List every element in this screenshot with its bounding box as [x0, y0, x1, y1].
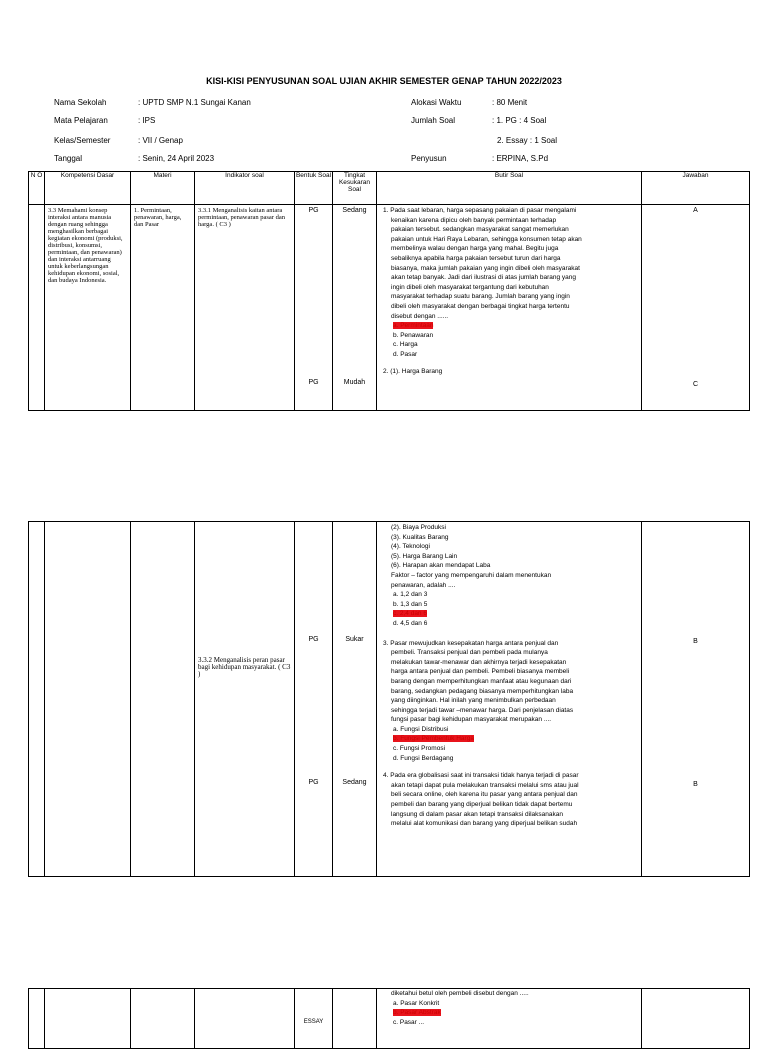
q3-line: Pasar mewujudkan kesepakatan harga antara penjual dan: [390, 639, 559, 647]
header-materi: Materi: [131, 172, 195, 205]
q2-list-item: (6). Harapan akan mendapat Laba: [391, 562, 491, 570]
q1-line: biasanya, maka jumlah pakaian yang ingin dibeli oleh masyarakat: [391, 264, 580, 272]
q4-option-c: c. Pasar ...: [393, 1018, 425, 1026]
q1-option-d: d. Pasar: [393, 350, 418, 358]
q2-option-b: b. 1,3 dan 5: [393, 600, 428, 608]
correct-answer-highlight: a. Permintaan: [393, 322, 434, 330]
q3-option-b: [383, 734, 637, 744]
q3-line: pembeli. Transaksi penjual dan pembeli pada mulanya: [391, 649, 548, 657]
bentuk-cell: [295, 989, 333, 1049]
materi-cell: [131, 522, 195, 877]
indikator-cell: [195, 205, 295, 411]
q1-line: Pada saat lebaran, harga sepasang pakaian di pasar mengalami: [390, 207, 577, 214]
butir-cell: [377, 522, 642, 877]
bentuk-cell: [295, 205, 333, 411]
q2-option-d: d. 4,5 dan 6: [393, 619, 428, 627]
q3-line: melakukan tawar-menawar dan akhirnya terjadi kesepakatan: [391, 658, 567, 666]
q3-option-a: a. Fungsi Distribusi: [393, 725, 449, 733]
indikator-cell: [195, 989, 295, 1049]
materi-cell: [131, 989, 195, 1049]
kd-cell: 3.3 Memahami konsep interaksi antara manusia dengan ruang sehingga menghasilkan berbagai kegiatan ekonomi (produksi, distribusi, konsumsi, permintaan, dan penawaran) dan interaksi antarruang untuk keberlangsungan kehidupan ekonomi, sosial, dan budaya Indonesia.: [45, 205, 131, 411]
bentuk-q1: PG: [308, 207, 319, 214]
q4-line: Pada era globalisasi saat ini transaksi tidak hanya terjadi di pasar: [390, 772, 579, 780]
indicator-number: 3.3.1: [198, 207, 211, 214]
q1-line: pakaian untuk Hari Raya Lebaran, sehingga konsumen tetap akan: [391, 235, 582, 243]
q3-option-c: c. Fungsi Promosi: [393, 745, 446, 753]
cell-no: [29, 205, 45, 411]
materi-cell: 1. Permintaan, penawaran, harga, dan Pasar: [131, 205, 195, 411]
indicator-text: Menganalisis peran pasar bagi kehidupan masyarakat. ( C3 ): [198, 656, 291, 678]
grid-table-page-2: [28, 521, 750, 877]
header-tingkat: Tingkat Kesukaran Soal: [333, 172, 377, 205]
school-label: Nama Sekolah: [54, 98, 107, 107]
q1-text: [383, 206, 637, 216]
bentuk-q5: ESSAY: [303, 1019, 324, 1025]
q1-line: disebut dengan ......: [391, 312, 449, 320]
q2-list-item: (4). Teknologi: [391, 543, 430, 551]
subject-label: Mata Pelajaran: [54, 116, 108, 125]
q4-line: melalui alat komunikasi dan barang yang diperjual belikan sudah: [391, 820, 578, 828]
time-label: Alokasi Waktu: [411, 98, 462, 107]
q4-line: akan tetapi dapat pula melakukan transaksi melalui sms atau jual: [391, 781, 579, 789]
q3-line: sehingga terjadi tawar –menawar harga. Dari penjelasan diatas: [391, 706, 574, 714]
bentuk-cell: [295, 522, 333, 877]
q4-option-b: [383, 1008, 637, 1018]
date-value: : Senin, 24 April 2023: [138, 154, 215, 163]
q1-line: ingin dibeli oleh masyarakat tergantung dari kebutuhan: [391, 283, 549, 291]
bentuk-q2: PG: [308, 379, 319, 386]
q4-line: beli secara online, oleh karena itu pasar yang antara penjual dan: [391, 791, 578, 799]
q2-list-item: (5). Harga Barang Lain: [391, 552, 458, 560]
indicator-text: Menganalisis kaitan antara permintaan, penawaran pasar dan harga. ( C3 ): [198, 207, 285, 228]
subject-value: : IPS: [138, 116, 156, 125]
q1-option-c: c. Harga: [393, 341, 418, 349]
header-butir: Butir Soal: [377, 172, 642, 205]
time-value: : 80 Menit: [492, 98, 528, 107]
count-value: : 1. PG : 4 Soal: [492, 116, 547, 125]
q1-option-b: b. Penawaran: [393, 331, 434, 339]
q3-line: barang, sedangkan pedagang biasanya memperhitungkan laba: [391, 687, 574, 695]
q2-list-item: (3). Kualitas Barang: [391, 533, 449, 541]
q4-line: diketahui betul oleh pembeli disebut dengan .....: [391, 990, 529, 997]
cell-no: [29, 989, 45, 1049]
q1-line: pakaian tersebut. sedangkan masyarakat sangat memerlukan: [391, 226, 569, 234]
author-value: : ERPINA, S.Pd: [492, 154, 549, 163]
q4-line: langsung di dalam pasar akan tetapi transaksi dilaksanakan: [391, 810, 563, 818]
class-value: : VII / Genap: [138, 136, 183, 145]
q3-line: barang dengan memperhitungkan manfaat atau kegunaan dari: [391, 677, 572, 685]
table-row: [29, 205, 750, 411]
answer-q4: B: [693, 781, 698, 788]
tingkat-q3: Sukar: [345, 636, 364, 643]
bentuk-q4: PG: [308, 779, 319, 786]
q3-line: yang diinginkan. Hal inilah yang menimbulkan perbedaan: [391, 697, 556, 705]
count-label: Jumlah Soal: [411, 116, 456, 125]
document-title: KISI-KISI PENYUSUNAN SOAL UJIAN AKHIR SEMESTER GENAP TAHUN 2022/2023: [206, 76, 562, 86]
q2-option-a: a. 1,2 dan 3: [393, 591, 428, 599]
q1-line: masyarakat terhadap suatu barang. Jumlah barang yang ingin: [391, 293, 570, 301]
header-bentuk: Bentuk Soal: [295, 172, 333, 205]
q1-line: membelinya walau dengan harga yang mahal. Begitu juga: [391, 245, 559, 253]
kd-cell: [45, 989, 131, 1049]
q2-stem-line: Faktor – factor yang mempengaruhi dalam menentukan: [391, 571, 552, 579]
date-label: Tanggal: [54, 154, 83, 163]
tingkat-q2: Mudah: [343, 379, 366, 386]
class-label: Kelas/Semester: [54, 136, 111, 145]
tingkat-cell: [333, 989, 377, 1049]
correct-answer-highlight: b. Fungsi Pembentuk Harga: [393, 735, 474, 743]
correct-answer-highlight: c. 2,4 dan 6: [393, 610, 427, 618]
q2-stem-line: penawaran, adalah ....: [391, 581, 456, 589]
jawaban-cell: [642, 205, 750, 411]
cell-no: [29, 522, 45, 877]
indicator-number: 3.3.2: [198, 656, 212, 664]
header-jawaban: Jawaban: [642, 172, 750, 205]
kd-cell: [45, 522, 131, 877]
q2-option-c: [383, 609, 637, 619]
q1-line: sebaliknya apabila harga pakaian tersebut turun dari harga: [391, 254, 561, 262]
header-indikator: Indikator soal: [195, 172, 295, 205]
q1-line: akan tetap banyak. Jadi dari ilustrasi di atas jumlah barang yang: [391, 274, 576, 282]
tingkat-cell: [333, 205, 377, 411]
table-row: [29, 522, 750, 877]
butir-cell: [377, 989, 642, 1049]
q4-text: [383, 771, 637, 781]
answer-q1: A: [693, 207, 698, 214]
jawaban-cell: [642, 522, 750, 877]
indikator-cell: [195, 522, 295, 877]
school-value: : UPTD SMP N.1 Sungai Kanan: [138, 98, 251, 107]
q3-number: 3.: [383, 639, 389, 647]
bentuk-q3: PG: [308, 636, 319, 643]
q4-option-a: a. Pasar Konkrit: [393, 999, 440, 1007]
q2-start: 2. (1). Harga Barang: [383, 367, 443, 375]
q1-line: dibeli oleh masyarakat dengan berbagai tingkat harga tertentu: [391, 302, 570, 310]
q1-option-a: [383, 321, 637, 331]
indicator-block: [198, 657, 291, 678]
q3-line: fungsi pasar bagi kehidupan masyarakat merupakan ....: [391, 716, 552, 724]
header-kd: Kompetensi Dasar: [45, 172, 131, 205]
q2-list-item: (2). Biaya Produksi: [391, 524, 446, 531]
essay-count: 2. Essay : 1 Soal: [497, 136, 558, 145]
answer-q3: B: [693, 638, 698, 645]
q4-line: pembeli dan barang yang diperjual belikan tidak dapat bertemu: [391, 801, 573, 809]
butir-cell: [377, 205, 642, 411]
table-row: [29, 989, 750, 1049]
q3-text: [383, 639, 637, 649]
q3-line: harga antara penjual dan pembeli. Pembeli biasanya membeli: [391, 668, 570, 676]
q1-number: 1.: [383, 207, 389, 214]
jawaban-cell: [642, 989, 750, 1049]
correct-answer-highlight: b. Pasar Abstrak: [393, 1009, 441, 1017]
q3-option-d: d. Fungsi Berdagang: [393, 754, 454, 762]
header-no: N O: [29, 172, 45, 205]
tingkat-cell: [333, 522, 377, 877]
table-header-row: [29, 172, 750, 205]
tingkat-q1: Sedang: [342, 207, 367, 214]
author-label: Penyusun: [411, 154, 447, 163]
grid-table-page-3: [28, 988, 750, 1049]
q1-line: kenaikan karena dipicu oleh banyak permintaan terhadap: [391, 216, 557, 224]
q4-number: 4.: [383, 772, 389, 780]
tingkat-q4: Sedang: [342, 779, 367, 786]
answer-q2: C: [692, 381, 699, 388]
grid-table-page-1: [28, 171, 750, 411]
